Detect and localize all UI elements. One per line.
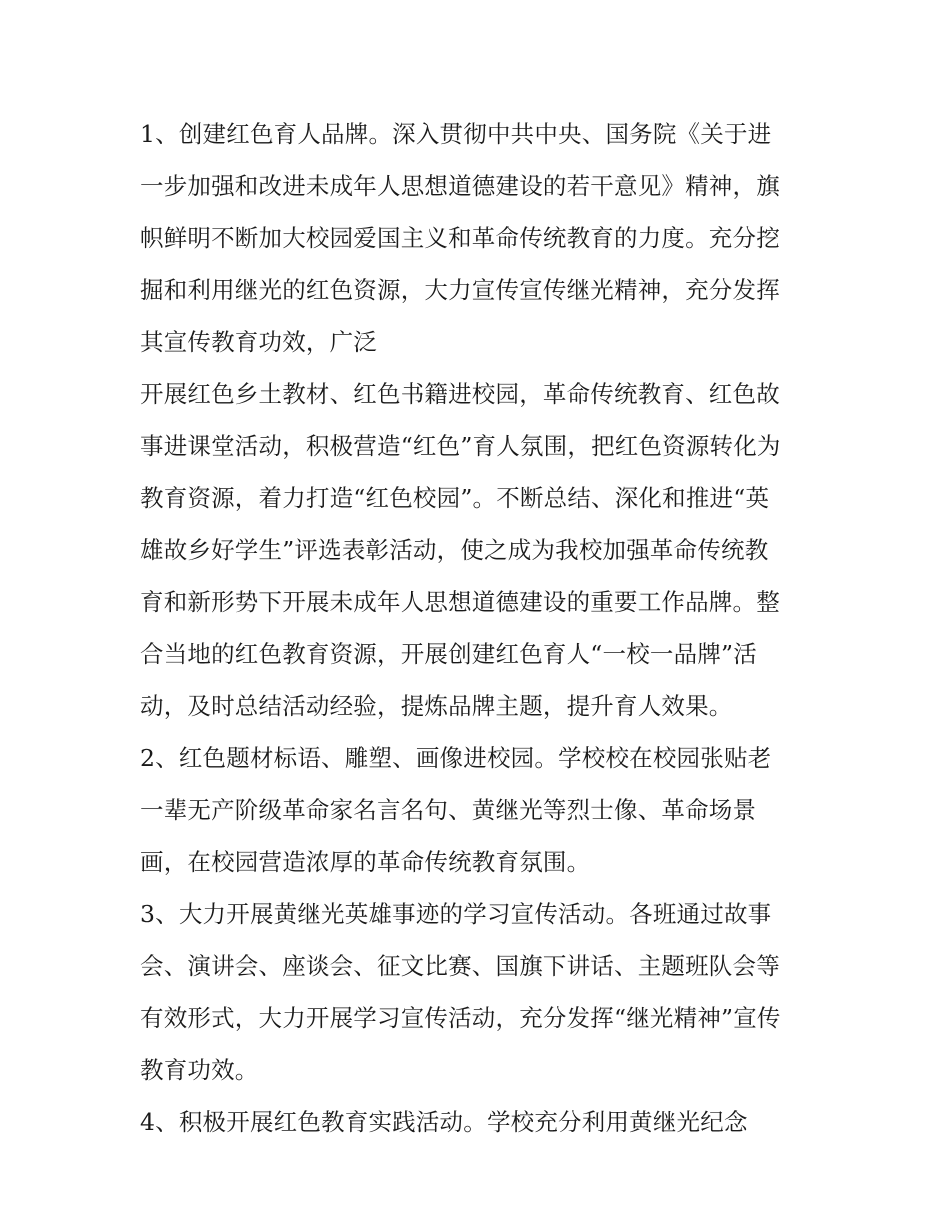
text-line: 动，及时总结活动经验，提炼品牌主题，提升育人效果。: [140, 692, 733, 720]
text-line: 掘和利用继光的红色资源，大力宣传宣传继光精神，充分发挥: [140, 276, 780, 304]
text-line: 一步加强和改进未成年人思想道德建设的若干意见》精神，旗: [140, 172, 780, 200]
text-line: 合当地的红色教育资源，开展创建红色育人“一校一品牌”活: [140, 640, 757, 668]
text-line: 开展红色乡土教材、红色书籍进校园，革命传统教育、红色故: [140, 380, 780, 408]
text-line: 4、积极开展红色教育实践活动。学校充分利用黄继光纪念: [140, 1108, 748, 1136]
text-line: 帜鲜明不断加大校园爱国主义和革命传统教育的力度。充分挖: [140, 224, 780, 252]
text-line: 雄故乡好学生”评选表彰活动，使之成为我校加强革命传统教: [140, 536, 769, 564]
text-line: 一辈无产阶级革命家名言名句、黄继光等烈士像、革命场景: [140, 796, 757, 824]
text-line: 教育资源，着力打造“红色校园”。不断总结、深化和推进“英: [140, 484, 770, 512]
text-line: 其宣传教育功效，广泛: [140, 328, 377, 356]
text-line: 会、演讲会、座谈会、征文比赛、国旗下讲话、主题班队会等: [140, 952, 780, 980]
text-line: 有效形式，大力开展学习宣传活动，充分发挥“继光精神”宣传: [140, 1004, 781, 1032]
text-line: 3、大力开展黄继光英雄事迹的学习宣传活动。各班通过故事: [140, 900, 772, 928]
text-line: 画，在校园营造浓厚的革命传统教育氛围。: [140, 848, 591, 876]
text-line: 教育功效。: [140, 1056, 259, 1084]
text-line: 2、红色题材标语、雕塑、画像进校园。学校校在校园张贴老: [140, 744, 772, 772]
text-line: 育和新形势下开展未成年人思想道德建设的重要工作品牌。整: [140, 588, 780, 616]
text-line: 事进课堂活动，积极营造“红色”育人氛围，把红色资源转化为: [140, 432, 781, 460]
text-line: 1、创建红色育人品牌。深入贯彻中共中央、国务院《关于进: [140, 120, 772, 148]
document-body: [140, 108, 820, 1148]
